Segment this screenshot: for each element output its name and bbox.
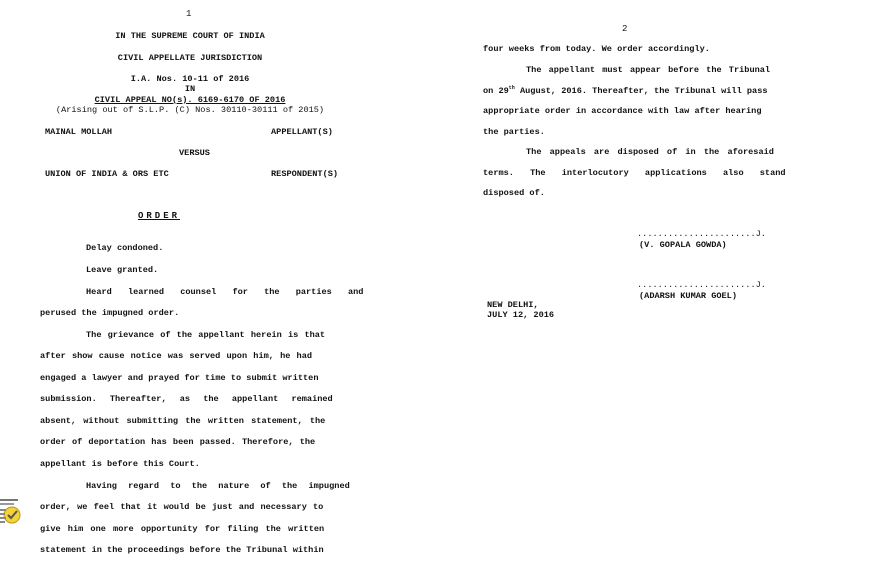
page-2 <box>440 0 875 583</box>
body-line: absent, without submitting the written statement, the <box>40 416 326 426</box>
body-line: perused the impugned order. <box>40 308 180 318</box>
body-line: terms. The interlocutory applications also stand <box>483 168 786 178</box>
court-name: IN THE SUPREME COURT OF INDIA <box>115 31 265 41</box>
versus: VERSUS <box>179 148 210 158</box>
order-heading: ORDER <box>138 211 181 221</box>
date: JULY 12, 2016 <box>487 310 555 320</box>
appellant-role: APPELLANT(S) <box>271 127 333 137</box>
date-rest: August, 2016. Thereafter, the Tribunal will pass <box>514 86 768 96</box>
body-line: give him one more opportunity for filing the written <box>40 524 325 534</box>
respondent-name: UNION OF INDIA & ORS ETC <box>45 169 169 179</box>
body-line: Leave granted. <box>86 265 159 275</box>
in-word: IN <box>184 84 196 94</box>
body-line: the parties. <box>483 127 545 137</box>
signature-line-2: .......................J. <box>637 280 766 290</box>
judge-name-1: (V. GOPALA GOWDA) <box>639 240 727 250</box>
body-line: engaged a lawyer and prayed for time to submit written <box>40 373 319 383</box>
body-line: submission. Thereafter, as the appellant remained <box>40 394 333 404</box>
body-line: four weeks from today. We order accordingly. <box>483 44 710 54</box>
date-suffix: th <box>508 85 515 92</box>
jurisdiction: CIVIL APPELLATE JURISDICTION <box>117 53 263 63</box>
place: NEW DELHI, <box>487 300 539 310</box>
page-number: 2 <box>622 24 628 34</box>
body-line: order of deportation has been passed. Therefore, the <box>40 437 316 447</box>
date-prefix: on 29 <box>483 86 509 96</box>
page-number: 1 <box>186 9 192 19</box>
body-line: statement in the proceedings before the Tribunal within <box>40 545 324 555</box>
body-line: The grievance of the appellant herein is that <box>86 330 326 340</box>
signature-verified-stamp-icon <box>0 497 32 529</box>
arising-out-of: (Arising out of S.L.P. (C) Nos. 30110-30111 of 2015) <box>55 105 325 115</box>
body-line-text: Heard learned counsel for the parties and <box>86 287 364 297</box>
signature-line-1: .......................J. <box>637 229 766 239</box>
body-line: The appellant must appear before the Tribunal <box>526 65 771 75</box>
judge-name-2: (ADARSH KUMAR GOEL) <box>639 291 737 301</box>
appellant-name: MAINAL MOLLAH <box>45 127 113 137</box>
body-line <box>483 86 768 96</box>
body-line: Having regard to the nature of the impugned <box>86 481 350 491</box>
body-line: appellant is before this Court. <box>40 459 200 469</box>
appeal-numbers: CIVIL APPEAL NO(s). 6169-6170 OF 2016 <box>94 95 286 105</box>
respondent-role: RESPONDENT(S) <box>271 169 339 179</box>
ia-numbers: I.A. Nos. 10-11 of 2016 <box>130 74 250 84</box>
body-line: appropriate order in accordance with law after hearing <box>483 106 762 116</box>
body-line: disposed of. <box>483 188 545 198</box>
body-line: after show cause notice was served upon him, he had <box>40 351 313 361</box>
body-line <box>86 287 364 297</box>
body-line: Delay condoned. <box>86 243 164 253</box>
body-line: order, we feel that it would be just and necessary to <box>40 502 324 512</box>
body-line: The appeals are disposed of in the aforesaid <box>526 147 774 157</box>
